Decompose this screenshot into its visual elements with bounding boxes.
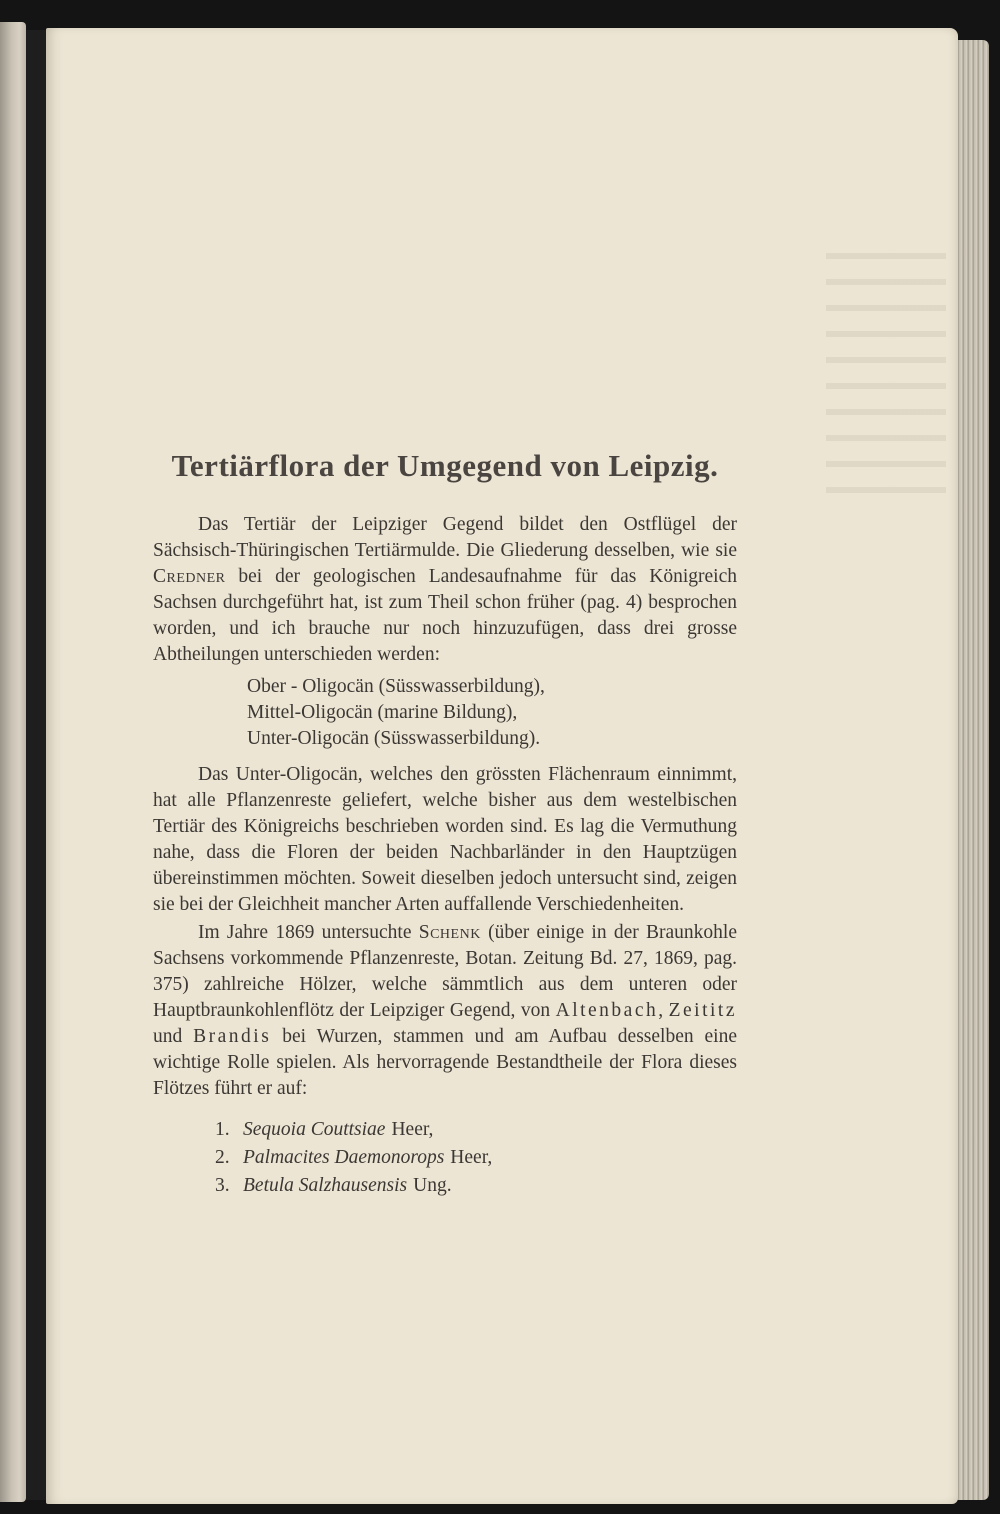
paragraph-3-text-b: (über einige in der Braunkohle Sachsens vorkommende Pflanzenreste, Botan. Zeitung Bd. 27, 1869, pag. 375) zahlreiche Hölzer, welche sämmtlich aus dem unteren oder Hauptbraunkohlenflötz der Leipziger Gegend, von xyxy=(153,922,737,1021)
division-item: Unter-Oligocän (Süsswasserbildung). xyxy=(247,728,541,749)
species-author: Heer, xyxy=(450,1147,493,1168)
book-gutter xyxy=(26,30,48,1500)
species-name: Betula Salzhausensis xyxy=(243,1175,408,1196)
division-item: Mittel-Oligocän (marine Bildung), xyxy=(247,702,518,723)
author-name-schenk: Schenk xyxy=(418,922,481,943)
species-author: Heer, xyxy=(391,1119,434,1140)
species-item xyxy=(215,1116,737,1144)
paragraph-3-text-c: bei Wurzen, stammen und am Aufbau desselben eine wichtige Rolle spielen. Als hervorragende Bestandtheile der Flora dieses Flötzes führt er auf: xyxy=(153,1026,737,1099)
paragraph-1 xyxy=(153,512,737,668)
place-brandis: Brandis xyxy=(193,1026,272,1047)
separator-1: , xyxy=(658,1000,669,1021)
species-number: 1. xyxy=(215,1119,230,1140)
species-name: Palmacites Daemonorops xyxy=(243,1147,445,1168)
species-name: Sequoia Couttsiae xyxy=(243,1119,386,1140)
author-name-credner: Credner xyxy=(153,566,226,587)
paragraph-2: Das Unter-Oligocän, welches den grössten Flächenraum einnimmt, hat alle Pflanzenreste geliefert, welche bisher aus dem westelbischen Tertiär des Königreichs beschrieben worden sind. Es lag die Vermuthung nahe, dass die Floren der beiden Nachbarländer in den Hauptzügen übereinstimmen möchten. Soweit dieselben jedoch untersucht sind, zeigen sie bei der Gleichheit mancher Arten auffallende Verschiedenheiten. xyxy=(153,764,737,915)
place-zeititz: Zeititz xyxy=(668,1000,738,1021)
page-title: Tertiärflora der Umgegend von Leipzig. xyxy=(171,448,719,483)
bleed-through-text xyxy=(826,253,946,513)
place-altenbach: Altenbach xyxy=(555,1000,659,1021)
species-list xyxy=(215,1116,737,1200)
page-content xyxy=(153,448,737,1200)
species-author: Ung. xyxy=(413,1175,452,1196)
divisions-list xyxy=(247,674,737,752)
left-page-edge xyxy=(0,22,26,1502)
paragraph-3 xyxy=(153,920,737,1102)
species-item xyxy=(215,1144,737,1172)
paragraph-1-text-a: Das Tertiär der Leipziger Gegend bildet den Ostflügel der Sächsisch-Thüringischen Tertiärmulde. Die Gliederung desselben, wie sie xyxy=(153,514,737,561)
species-item xyxy=(215,1172,737,1200)
species-number: 3. xyxy=(215,1175,230,1196)
division-item: Ober - Oligocän (Süsswasserbildung), xyxy=(247,676,545,697)
separator-2: und xyxy=(153,1026,194,1047)
paragraph-3-text-a: Im Jahre 1869 untersuchte xyxy=(198,922,419,943)
paragraph-1-text-b: bei der geologischen Landesaufnahme für das Königreich Sachsen durchgeführt hat, ist zum Theil schon früher (pag. 4) besprochen worden, und ich brauche nur noch hinzuzufügen, dass drei grosse Abtheilungen unterschieden werden: xyxy=(153,566,737,665)
species-number: 2. xyxy=(215,1147,230,1168)
